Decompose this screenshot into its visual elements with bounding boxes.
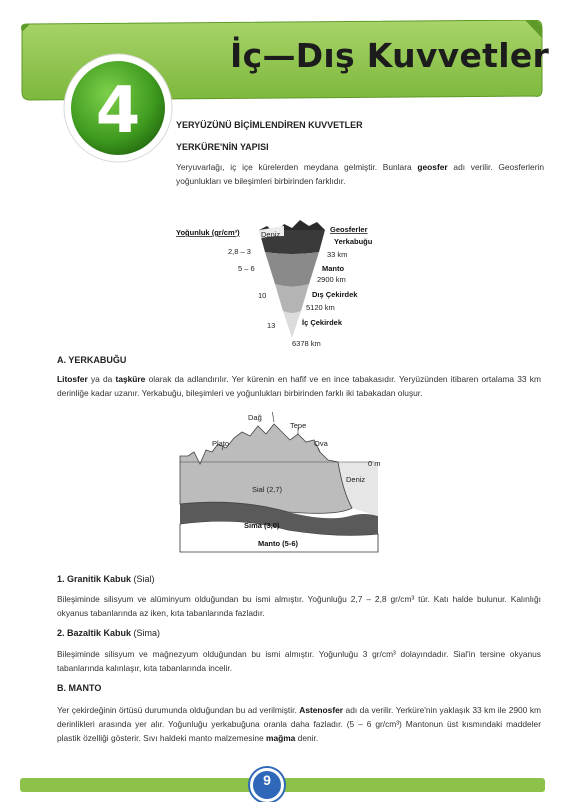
mantle-name: Manto xyxy=(322,264,345,273)
crust-depth: 33 km xyxy=(327,250,348,259)
intro-paragraph: Yeryuvarlağı, iç içe kürelerden meydana gelmiştir. Bunlara geosfer adı verilir. Geosferlerin yoğunlukları ve bileşimleri birbirinden farklıdır. xyxy=(176,162,544,186)
page-number: 9 xyxy=(263,772,271,788)
section-a-paragraph: Litosfer ya da taşküre olarak da adlandırılır. Yer kürenin en hafif ve en ince tabakasıdır. Yeryüzünden itibaren ortalama 33 km derinliğe kadar uzanır. Yerkabuğu, bileşimleri ve yoğunlukları birbirinden farklı iki tabakadan oluşur. xyxy=(57,374,541,398)
crust-sea-label: Deniz xyxy=(346,475,366,484)
geosphere-label: Geosferler xyxy=(330,225,368,234)
inner-core-name: İç Çekirdek xyxy=(302,318,343,327)
subheading: YERKÜRE'NİN YAPISI xyxy=(176,142,269,152)
density-mantle: 5 – 6 xyxy=(238,264,255,273)
mountain-label: Dağ xyxy=(248,413,262,422)
chapter-title: İç—Dış Kuvvetler xyxy=(230,36,550,75)
chapter-number-badge xyxy=(62,52,174,164)
earth-layers-diagram xyxy=(172,212,402,352)
density-label: Yoğunluk (gr/cm³) xyxy=(176,228,240,237)
inner-core-layer xyxy=(283,311,301,338)
granitic-crust-heading: 1. Granitik Kabuk (Sial) xyxy=(57,574,155,584)
crust-cross-section-diagram xyxy=(178,412,388,560)
section-a-heading: A. YERKABUĞU xyxy=(57,355,127,365)
density-crust: 2,8 – 3 xyxy=(228,247,251,256)
mantle-layer xyxy=(265,252,319,287)
section-b-heading: B. MANTO xyxy=(57,683,102,693)
sea-level-label: 0 m xyxy=(368,459,381,468)
sial-band xyxy=(180,424,352,513)
outer-core-layer xyxy=(275,284,309,313)
section-b-paragraph: Yer çekirdeğinin örtüsü durumunda olduğundan bu ad verilmiştir. Astenosfer adı da verilir. Yerküre'nin yaklaşık 33 km ile 2900 km derinlikleri arasında yer alır. Yoğunluğu yerkabuğuna oranla daha fazladır. (5 – 6 gr/cm³) Mantonun üst kısmındaki maddeler plastik özelliği gösterir. Sıvı haldeki manto malzemesine mağma denir. xyxy=(57,705,541,743)
density-inner-core: 13 xyxy=(267,321,276,330)
plain-label: Ova xyxy=(314,439,328,448)
chapter-number: 4 xyxy=(95,74,141,148)
mantle-label: Manto (5-6) xyxy=(258,539,298,548)
density-outer-core: 10 xyxy=(258,291,267,300)
sea-label: Deniz xyxy=(261,230,281,239)
outer-core-name: Dış Çekirdek xyxy=(312,290,358,299)
sima-label: Sima (3,0) xyxy=(244,521,280,530)
sial-label: Sial (2,7) xyxy=(252,485,283,494)
basaltic-crust-paragraph: Bileşiminde silisyum ve mağnezyum olduğundan bu ismi almıştır. Yoğunluğu 3 gr/cm³ dolayındadır. Sial'in tersine okyanus tabanlarında kalınlaşır, kıta tabanlarında incelir. xyxy=(57,649,541,673)
inner-core-depth: 6378 km xyxy=(292,339,321,348)
granitic-crust-paragraph: Bileşiminde silisyum ve alüminyum olduğundan bu ismi almıştır. Yoğunluğu 2,7 – 2,8 gr/cm³ tür. Katı halde bulunur. Kalınlığı okyanus tabanlarında az iken, kıta tabanlarında fazladır. xyxy=(57,594,541,618)
basaltic-crust-heading: 2. Bazaltik Kabuk (Sima) xyxy=(57,628,161,638)
plateau-label: Plato xyxy=(212,439,230,448)
hill-label: Tepe xyxy=(290,421,307,430)
crust-name: Yerkabuğu xyxy=(334,237,373,246)
section-heading: YERYÜZÜNÜ BİÇİMLENDİREN KUVVETLER xyxy=(176,120,363,130)
mantle-depth: 2900 km xyxy=(317,275,346,284)
outer-core-depth: 5120 km xyxy=(306,303,335,312)
